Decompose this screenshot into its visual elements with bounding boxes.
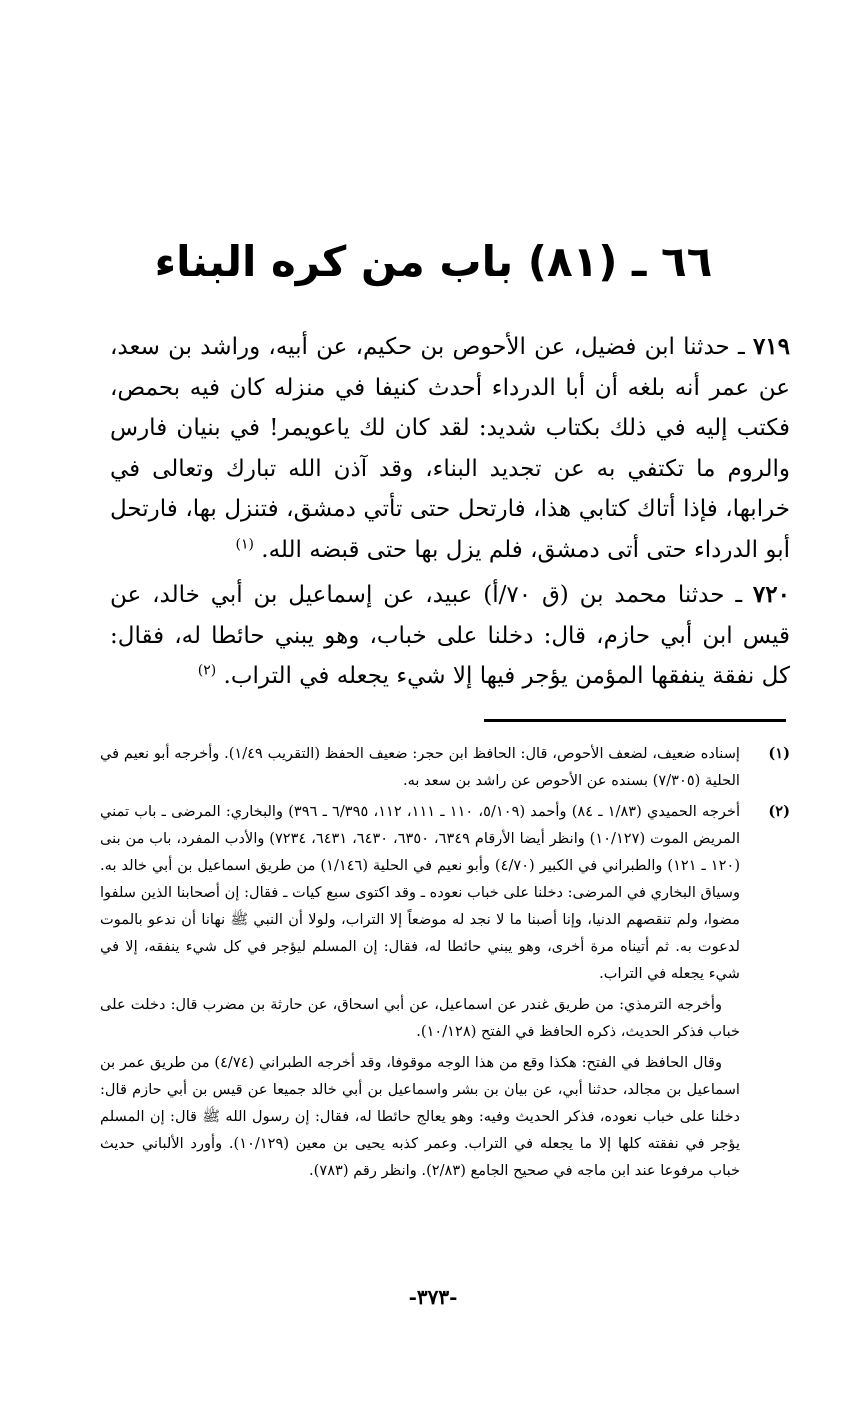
hadith-text: ـ حدثنا ابن فضيل، عن الأحوص بن حكيم، عن أبيه، وراشد بن سعد، عن عمر أنه بلغه أن أبا الدرداء أحدث كنيفا في منزله كان فيه بحمص، فكتب إليه في ذلك بكتاب شديد: لقد كان لك ياعويمر! في بنيان فارس والروم ما تكتفي به عن تجديد البناء، وقد آذن الله تبارك وتعالى في خرابها، فإذا أتاك كتابي هذا، فارتحل حتى تأتي دمشق، فتنزل بها، فارتحل أبو الدرداء حتى أتى دمشق، فلم يزل بها حتى قبضه الله. xyxy=(110,334,790,563)
footnote-2 xyxy=(100,798,790,1184)
footnote-ref[interactable]: (٢) xyxy=(197,662,217,679)
hadith-719 xyxy=(110,327,790,570)
chapter-title: ٦٦ ـ (٨١) باب من كره البناء xyxy=(154,237,713,286)
hadith-number: ٧١٩ xyxy=(752,333,790,360)
footnote-number: (٢) xyxy=(768,803,790,820)
page-number: -٣٧٣- xyxy=(408,1285,458,1309)
hadith-text: ـ حدثنا محمد بن (ق ٧٠/أ) عبيد، عن إسماعيل بن أبي خالد، عن قيس ابن أبي حازم، قال: دخلنا على خباب، وهو يبني حائطا له، فقال: كل نفقة ينفقها المؤمن يؤجر فيها إلا شيء يجعله في التراب. xyxy=(110,582,790,689)
footnote-paragraph: وأخرجه الترمذي: من طريق غندر عن اسماعيل، عن أبي اسحاق، عن حارثة بن مضرب قال: دخلت على خباب فذكر الحديث، ذكره الحافظ في الفتح (١٠/١٢٨). xyxy=(100,996,740,1040)
footnote-text xyxy=(100,740,740,794)
hadith-720 xyxy=(110,575,790,697)
hadith-number: ٧٢٠ xyxy=(752,581,790,608)
footnote-divider xyxy=(484,719,786,722)
footnote-text xyxy=(100,798,740,1184)
footnote-number: (١) xyxy=(768,745,790,762)
footnote-paragraph: أخرجه الحميدي (١/٨٣ ـ ٨٤) وأحمد (٥/١٠٩، ١١٠ ـ ١١١، ١١٢، ٦/٣٩٥ ـ ٣٩٦) والبخاري: المرضى ـ باب تمني المريض الموت (١٠/١٢٧) وانظر أيضا الأرقام ٦٣٤٩، ٦٣٥٠، ٦٤٣٠، ٦٤٣١، ٧٢٣٤) والأدب المفرد، باب من بنى (١٢٠ ـ ١٢١) والطبراني في الكبير (٤/٧٠) وأبو نعيم في الحلية (١/١٤٦) من طريق اسماعيل بن أبي خالد به. وسياق البخاري في المرضى: دخلنا على خباب نعوده ـ وقد اكتوى سبع كيات ـ فقال: إن أصحابنا الذين سلفوا مضوا، ولم تنقصهم الدنيا، وإنا أصبنا ما لا نجد له موضعاً إلا التراب، ولولا أن النبي ﷺ نهانا أن ندعو بالموت لدعوت به. ثم أتيناه مرة أخرى، وهو يبني حائطا له، فقال: إن المسلم ليؤجر في كل شيء ينفقه، إلا في شيء يجعله في التراب. xyxy=(100,803,741,982)
footnote-paragraph: وقال الحافظ في الفتح: هكذا وقع من هذا الوجه موقوفا، وقد أخرجه الطبراني (٤/٧٤) من طريق عمر بن اسماعيل بن مجالد، حدثنا أبي، عن بيان بن بشر واسماعيل بن أبي خالد جميعا عن قيس بن أبي حازم قال: دخلنا على خباب نعوده، فذكر الحديث وفيه: وهو يعالج حائطا له، فقال: إن رسول الله ﷺ قال: إن المسلم يؤجر في نفقته كلها إلا ما يجعله في التراب. وعمر كذبه يحيى بن معين (١٠/١٢٩). وأورد الألباني حديث خباب مرفوعا عند ابن ماجه في صحيح الجامع (٢/٨٣). وانظر رقم (٧٨٣). xyxy=(100,1054,741,1179)
hadith-paragraph xyxy=(110,327,790,570)
hadith-paragraph xyxy=(110,575,790,697)
footnote-1 xyxy=(100,740,790,794)
footnotes-section xyxy=(100,740,790,1188)
footnote-paragraph: إسناده ضعيف، لضعف الأحوص، قال: الحافظ ابن حجر: ضعيف الحفظ (التقريب ١/٤٩). وأخرجه أبو نعيم في الحلية (٧/٣٠٥) بسنده عن الأحوص عن راشد بن سعد به. xyxy=(100,745,740,789)
footnote-ref[interactable]: (١) xyxy=(235,535,254,552)
